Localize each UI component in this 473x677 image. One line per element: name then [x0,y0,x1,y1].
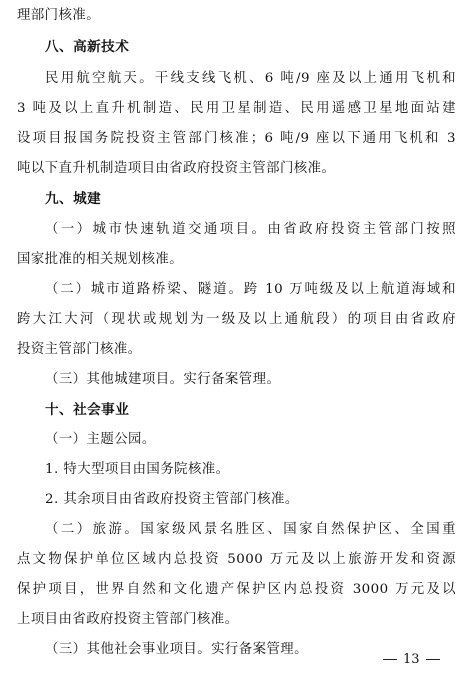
list-item: 2. 其余项目由省政府投资主管部门核准。 [45,492,299,507]
paragraph-line: 点文物保护单位区域内总投资 5000 万元及以上旅游开发和资源 [17,552,456,567]
paragraph-line: 设项目报国务院投资主管部门核准；6 吨/9 座以下通用飞机和 3 [17,131,456,146]
text-line-continuation: 理部门核准。 [17,8,101,23]
dash-left [383,659,397,660]
section-heading-high-tech: 八、高新技术 [45,39,130,55]
paragraph-line: 上项目由省政府投资主管部门核准。 [17,612,239,627]
paragraph-line: （二）城市道路桥梁、隧道。跨 10 万吨级及以上航道海域和 [45,282,456,297]
list-item: 1. 特大型项目由国务院核准。 [45,462,230,477]
paragraph-line: （一）主题公园。 [45,432,156,447]
page-number-value: 13 [403,652,420,667]
paragraph-line: 吨以下直升机制造项目由省政府投资主管部门核准。 [17,161,336,176]
section-heading-social-affairs: 十、社会事业 [45,402,130,418]
paragraph-line: 投资主管部门核准。 [17,342,142,357]
paragraph-line: 3 吨及以上直升机制造、民用卫星制造、民用遥感卫星地面站建 [17,101,456,116]
paragraph-line: （一）城市快速轨道交通项目。由省政府投资主管部门按照 [45,222,456,237]
dash-right [426,659,440,660]
page-number [377,651,446,669]
paragraph-line: （二）旅游。国家级风景名胜区、国家自然保护区、全国重 [45,522,456,537]
paragraph-line: （三）其他社会事业项目。实行备案管理。 [45,642,308,657]
section-heading-urban-construction: 九、城建 [45,191,102,207]
paragraph-line: （三）其他城建项目。实行备案管理。 [45,372,281,387]
paragraph-line: 民用航空航天。干线支线飞机、6 吨/9 座及以上通用飞机和 [45,71,456,86]
paragraph-line: 国家批准的相关规划核准。 [17,252,184,267]
paragraph-line: 跨大江大河（现状或规划为一级及以上通航段）的项目由省政府 [17,312,456,327]
paragraph-line: 保护项目，世界自然和文化遗产保护区内总投资 3000 万元及以 [17,582,456,597]
